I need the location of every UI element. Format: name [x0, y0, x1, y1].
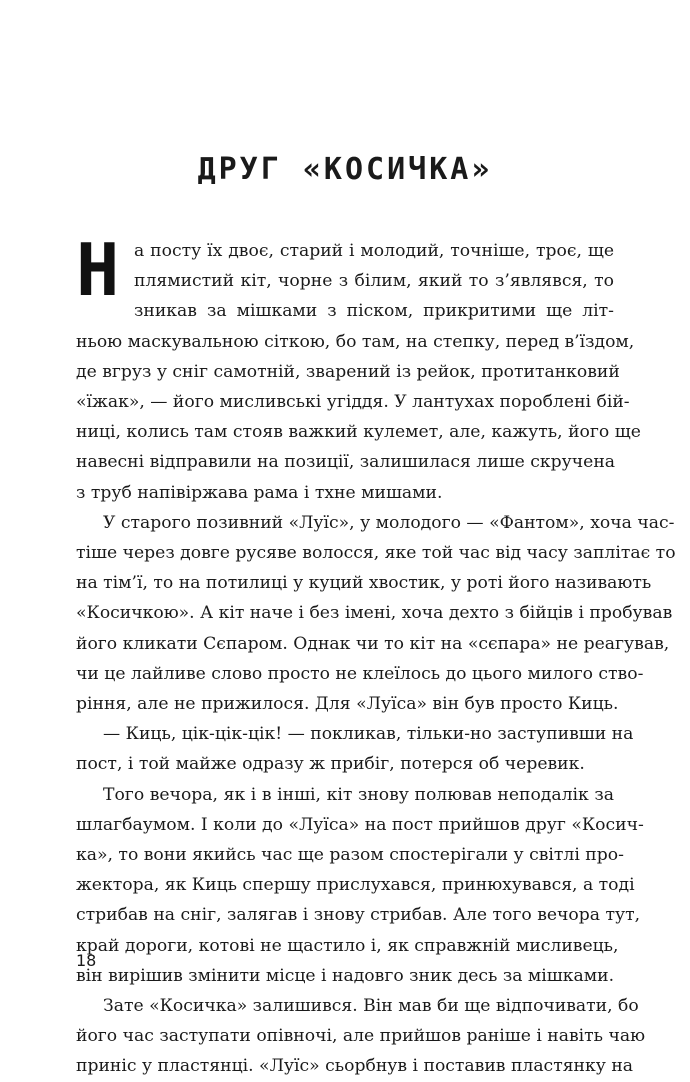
text-line: його кликати Сєпаром. Однак чи то кіт на «сєпара» не реагував,: [76, 633, 670, 654]
text-line: зникав за мішками з піском, прикритими ще літ-: [134, 301, 614, 322]
text-line: тіше через довге русяве волосся, яке той час від часу заплітає то: [76, 543, 676, 564]
text-line: Зате «Косичка» залишився. Він мав би ще відпочивати, бо: [103, 996, 639, 1017]
text-line: з труб напівіржава рама і тхне мишами.: [76, 482, 443, 503]
text-line: У старого позивний «Луїс», у молодого — «Фантом», хоча час-: [103, 512, 675, 533]
text-line: а посту їх двоє, старий і молодий, точніше, троє, ще: [134, 241, 614, 261]
paragraph: [76, 780, 644, 991]
paragraph: [76, 719, 634, 779]
text-line: — Киць, цік-цік-цік! — покликав, тільки-но заступивши на: [103, 724, 634, 745]
text-line: «їжак», — його мисливські угіддя. У лантухах пороблені бій-: [76, 392, 630, 413]
paragraph: [76, 991, 646, 1082]
text-line: «Косичкою». А кіт наче і без імені, хоча дехто з бійців і пробував: [76, 603, 673, 624]
chapter-title: ДРУГ «КОСИЧКА»: [197, 152, 493, 187]
text-line: ріння, але не прижилося. Для «Луїса» він був просто Киць.: [76, 694, 619, 715]
paragraph: [76, 508, 676, 719]
text-line: на тім’ї, то на потилиці у куций хвостик, у роті його називають: [76, 573, 652, 594]
text-line: стрибав на сніг, залягав і знову стрибав. Але того вечора тут,: [76, 905, 641, 926]
text-line: шлагбаумом. І коли до «Луїса» на пост прийшов друг «Косич-: [76, 814, 644, 835]
text-line: чи це лайливе слово просто не клеїлось до цього милого ство-: [76, 663, 644, 684]
paragraph: [76, 228, 641, 508]
page-number: 18: [76, 951, 97, 970]
body-text: [76, 228, 676, 1082]
text-line: його час заступати опівночі, але прийшов раніше і навіть чаю: [76, 1026, 646, 1047]
text-line: ниці, колись там стояв важкий кулемет, але, кажуть, його ще: [76, 422, 641, 443]
drop-cap: Н: [76, 228, 120, 312]
text-line: навесні відправили на позиції, залишилася лише скручена: [76, 452, 616, 473]
text-line: плямистий кіт, чорне з білим, який то з’являвся, то: [134, 271, 614, 292]
text-line: Того вечора, як і в інші, кіт знову полював неподалік за: [103, 784, 614, 805]
text-line: край дороги, котові не щастило і, як справжній мисливець,: [76, 935, 619, 956]
text-line: пост, і той майже одразу ж прибіг, потерся об черевик.: [76, 754, 585, 775]
text-line: ньою маскувальною сіткою, бо там, на степку, перед в’їздом,: [76, 331, 635, 352]
text-line: жектора, як Киць спершу прислухався, принюхувався, а тоді: [76, 875, 635, 896]
text-line: він вирішив змінити місце і надовго зник десь за мішками.: [76, 965, 615, 986]
text-line: ка», то вони якийсь час ще разом спостерігали у світлі про-: [76, 845, 624, 866]
text-line: приніс у пластянці. «Луїс» сьорбнув і поставив пластянку на: [76, 1056, 634, 1077]
text-line: де вгруз у сніг самотній, зварений із рейок, протитанковий: [76, 361, 620, 382]
